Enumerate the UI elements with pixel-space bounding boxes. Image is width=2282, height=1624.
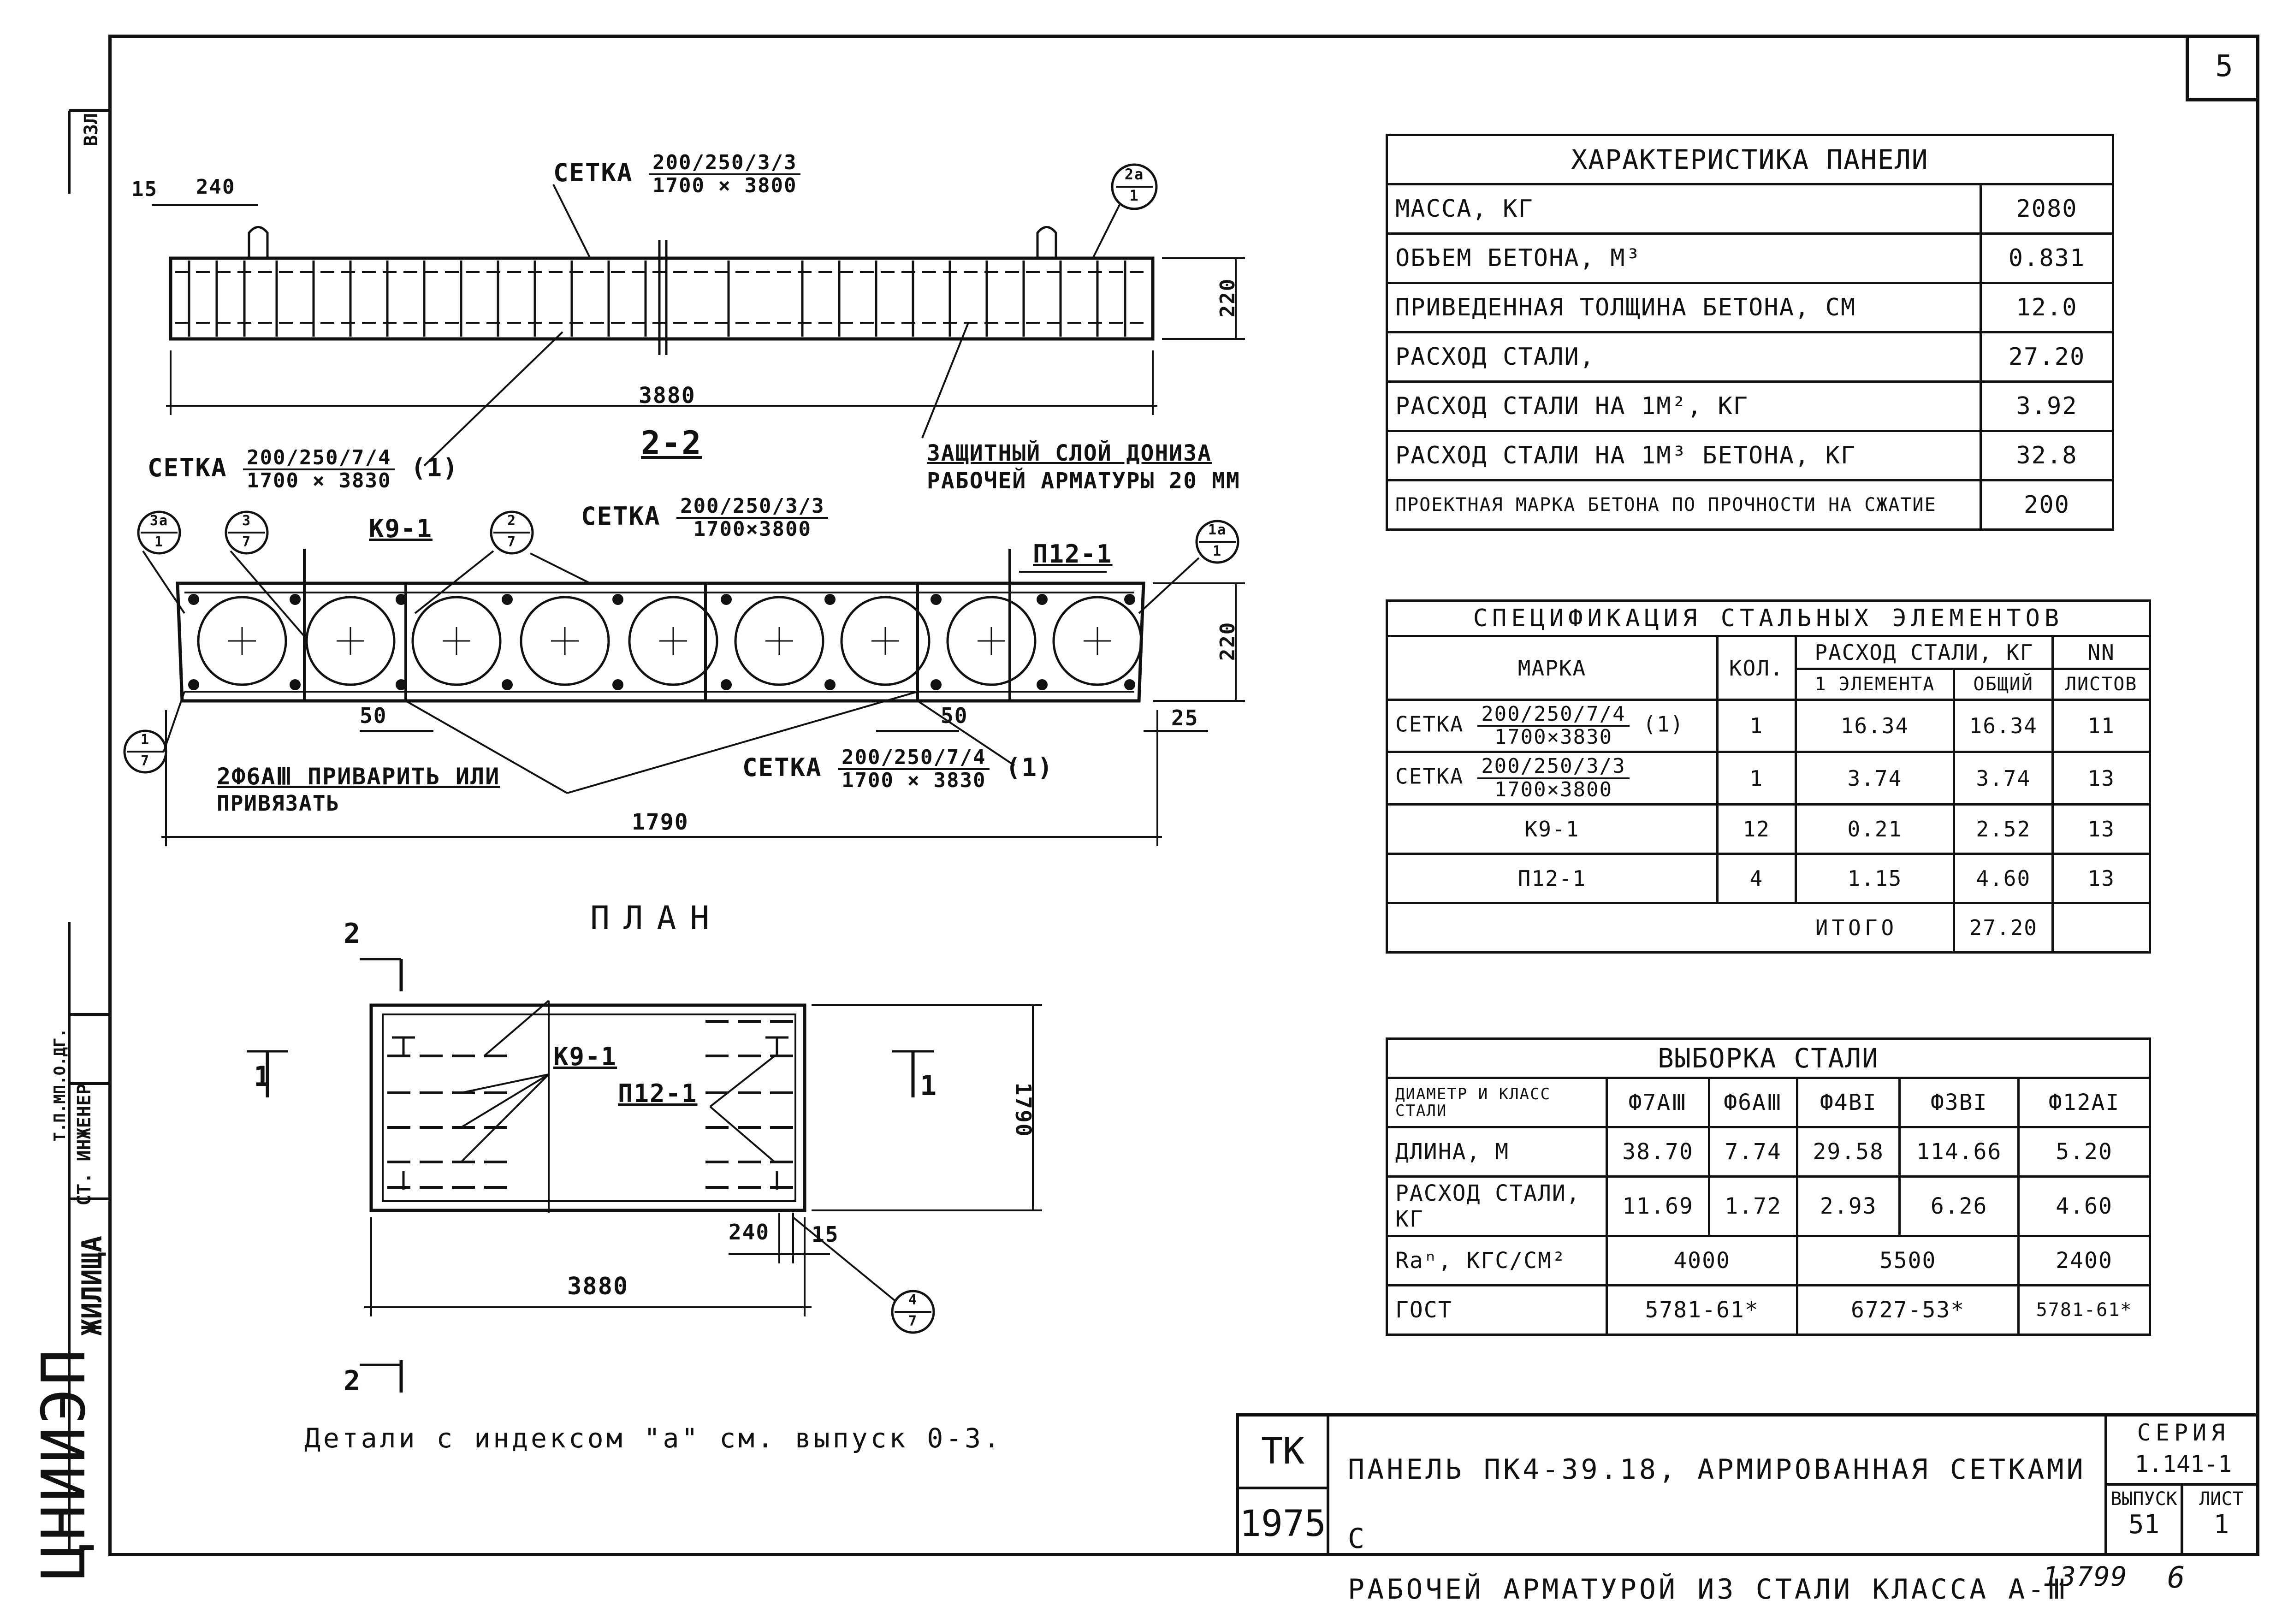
mesh-suffix: (1) [411, 453, 459, 482]
callout-1a: 1а 1 [1208, 522, 1227, 559]
callout-2: 2 7 [507, 513, 517, 550]
strip-stamp: ВЗЛ [81, 113, 102, 147]
strip-department: ЖИЛИЩА [76, 1236, 108, 1336]
dim-1790-plan: 1790 [1011, 1082, 1036, 1138]
section-title: 2-2 [641, 424, 702, 462]
table-row: СЕТКА $\frac{200/250/3/3}{1700\times 3800}$ 1 3.74 3.74 13 [1387, 752, 2150, 804]
characteristics-table [1386, 134, 2114, 531]
dim-240-plan: 240 [729, 1220, 770, 1245]
spec-total-label: ИТОГО [1387, 903, 1954, 952]
plan-label-k9-1: К9-1 [553, 1042, 617, 1071]
longitudinal-section [152, 165, 1245, 466]
mesh-fraction: $\frac{200/250/7/4}{1700 \times 3830}$ [243, 447, 395, 492]
title-line2: РАБОЧЕЙ АРМАТУРОЙ ИЗ СТАЛИ КЛАССА А-Ⅲ [1348, 1573, 2069, 1606]
mesh-fraction: $\frac{200/250/7/4}{1700\times 3830}$ [1477, 704, 1629, 748]
cut-2-top: 2 [344, 918, 362, 950]
org-code: ТК [1239, 1417, 1327, 1489]
footer-number: 13799 [2043, 1561, 2128, 1592]
mesh-prefix: СЕТКА [148, 453, 227, 482]
dim-15: 15 [131, 178, 158, 201]
protective-layer-line2: РАБОЧЕЙ АРМАТУРЫ 20 ММ [927, 468, 1240, 494]
section-outline [171, 258, 1153, 339]
callout-3a: 3а 1 [149, 513, 169, 550]
footer-page: 6 [2167, 1561, 2186, 1595]
series-label: СЕРИЯ [2137, 1419, 2230, 1446]
series-value: 1.141-1 [2134, 1451, 2232, 1477]
cut-1-right: 1 [920, 1070, 938, 1102]
cut-1-left: 1 [254, 1061, 272, 1093]
spec-header-nn: NN [2053, 636, 2150, 669]
specification-table [1386, 599, 2151, 954]
mesh-fraction: $\frac{200/250/3/3}{1700 \times 3800}$ [649, 152, 800, 196]
cross-mesh-bottom-label: СЕТКА $\frac{200/250/7/4}{1700 \times 3830} (1)$ [742, 746, 1054, 793]
strip-role1: СТ. ИНЖЕНЕР [74, 1084, 95, 1206]
dim-50-left: 50 [360, 703, 387, 728]
spec-header-mark: МАРКА [1387, 636, 1718, 700]
mesh-prefix: СЕТКА [553, 158, 633, 187]
plan-note: Детали с индексом "а" см. выпуск 0-3. [304, 1422, 1003, 1454]
table-row: ОБЪЕМ БЕТОНА, М³ 0.831 [1387, 234, 2113, 283]
lifting-loop [1037, 227, 1056, 259]
issue-label: ВЫПУСК [2110, 1488, 2177, 1510]
steel-table: ВЫБОРКА СТАЛИ ДИАМЕТР И КЛАСС СТАЛИ Ф7АⅢ Ф6АⅢ Ф4ВI Ф3ВI Ф12АI ДЛИНА, М 38.70 7.74 29.58 114.66 5.20 РАСХОД СТАЛИ, КГ 11.69 1.72 2.93 6.26 4.60 Rаⁿ, КГС/СМ² 4000 5500 2400 ГОСТ 5781-61* 6727-53* 5781-61* [1386, 1037, 2151, 1336]
table-row: РАСХОД СТАЛИ НА 1М², КГ 3.92 [1387, 382, 2113, 431]
table-row: П12-1 4 1.15 4.60 13 [1387, 853, 2150, 903]
table-row [1387, 903, 2150, 952]
table-row: РАСХОД СТАЛИ НА 1М³ БЕТОНА, КГ 32.8 [1387, 431, 2113, 480]
title-block-org [1239, 1417, 1329, 1556]
title-year: 1975 [1239, 1503, 1326, 1545]
weld-note-line1: 2Ф6АⅢ ПРИВАРИТЬ ИЛИ [217, 763, 500, 790]
table-row: СЕТКА $\frac{200/250/7/4}{1700\times 3830} (1)$ 1 16.34 16.34 11 [1387, 700, 2150, 752]
table-row: ДЛИНА, М 38.70 7.74 29.58 114.66 5.20 [1387, 1127, 2150, 1177]
table-row: РАСХОД СТАЛИ, 27.20 [1387, 332, 2113, 382]
plan-outline [371, 1005, 805, 1210]
sheet-value: 1 [2213, 1510, 2229, 1540]
mesh-fraction: $\frac{200/250/7/4}{1700 \times 3830}$ [838, 747, 990, 791]
label-k9-1: К9-1 [369, 514, 433, 543]
sheet-number: 5 [2186, 35, 2259, 101]
steel-caption: ВЫБОРКА СТАЛИ [1387, 1039, 2150, 1078]
dim-220-section: 220 [1216, 278, 1240, 318]
dim-15-plan: 15 [812, 1222, 839, 1247]
callout-4: 4 7 [908, 1292, 918, 1329]
protective-layer-line1: ЗАЩИТНЫЙ СЛОЙ ДОНИЗА [927, 440, 1212, 466]
specification-caption: СПЕЦИФИКАЦИЯ СТАЛЬНЫХ ЭЛЕМЕНТОВ [1387, 601, 2150, 636]
dim-25: 25 [1171, 705, 1199, 730]
dim-3880-plan: 3880 [567, 1273, 629, 1300]
spec-header-qty: КОЛ. [1718, 636, 1796, 700]
table-row: РАСХОД СТАЛИ, КГ 11.69 1.72 2.93 6.26 4.60 [1387, 1177, 2150, 1236]
table-row: К9-1 12 0.21 2.52 13 [1387, 804, 2150, 853]
cross-mesh-top-label: СЕТКА $\frac{200/250/3/3}{1700\times 3800}$ [581, 496, 828, 540]
section-mesh-top-label [553, 152, 800, 196]
strip-role2: Т.П.МП.О.ДГ. [51, 1028, 69, 1142]
lifting-loop [249, 227, 267, 259]
plan-title: ПЛАН [590, 899, 723, 937]
dim-1790-cross: 1790 [632, 809, 689, 835]
strip-institute: ЦНИИЭП [29, 1346, 99, 1580]
sheet-label: ЛИСТ [2199, 1488, 2244, 1510]
dim-240: 240 [196, 175, 236, 199]
table-row: ПРОЕКТНАЯ МАРКА БЕТОНА ПО ПРОЧНОСТИ НА СЖАТИЕ 200 [1387, 480, 2113, 530]
table-row: ГОСТ 5781-61* 6727-53* 5781-61* [1387, 1286, 2150, 1335]
label-p12-1: П12-1 [1033, 539, 1113, 569]
spec-header-consumption: РАСХОД СТАЛИ, КГ [1796, 636, 2053, 669]
section-mesh-bottom-label [148, 447, 459, 492]
mesh-fraction: $\frac{200/250/3/3}{1700\times 3800}$ [1477, 756, 1629, 800]
spec-header-total: ОБЩИЙ [1954, 669, 2053, 700]
issue-value: 51 [2128, 1510, 2160, 1540]
callout-1: 1 7 [140, 732, 150, 769]
table-row: ПРИВЕДЕННАЯ ТОЛЩИНА БЕТОНА, СМ 12.0 [1387, 283, 2113, 332]
dim-50-right: 50 [941, 703, 968, 728]
mesh-fraction: $\frac{200/250/3/3}{1700\times 3800}$ [676, 496, 828, 540]
cut-2-bottom: 2 [344, 1365, 362, 1397]
dim-3880-section: 3880 [639, 383, 696, 409]
characteristics-caption: ХАРАКТЕРИСТИКА ПАНЕЛИ [1387, 135, 2113, 184]
title-line1: ПАНЕЛЬ ПК4-39.18, АРМИРОВАННАЯ СЕТКАМИ С [1348, 1453, 2086, 1555]
plan-label-p12-1: П12-1 [618, 1079, 698, 1108]
callout-3: 3 7 [242, 513, 252, 550]
title-block-series [2104, 1417, 2259, 1556]
steel-header-diam: ДИАМЕТР И КЛАСС СТАЛИ [1387, 1078, 1607, 1127]
spec-total-value: 27.20 [1954, 903, 2053, 952]
callout-2a: 2а 1 [1124, 166, 1144, 204]
table-row: Rаⁿ, КГС/СМ² 4000 5500 2400 [1387, 1236, 2150, 1286]
spec-header-one: 1 ЭЛЕМЕНТА [1796, 669, 1954, 700]
weld-note-line2: ПРИВЯЗАТЬ [217, 791, 340, 816]
spec-header-sheets: ЛИСТОВ [2053, 669, 2150, 700]
table-row: МАССА, КГ 2080 [1387, 184, 2113, 234]
dim-220-cross: 220 [1216, 621, 1240, 661]
